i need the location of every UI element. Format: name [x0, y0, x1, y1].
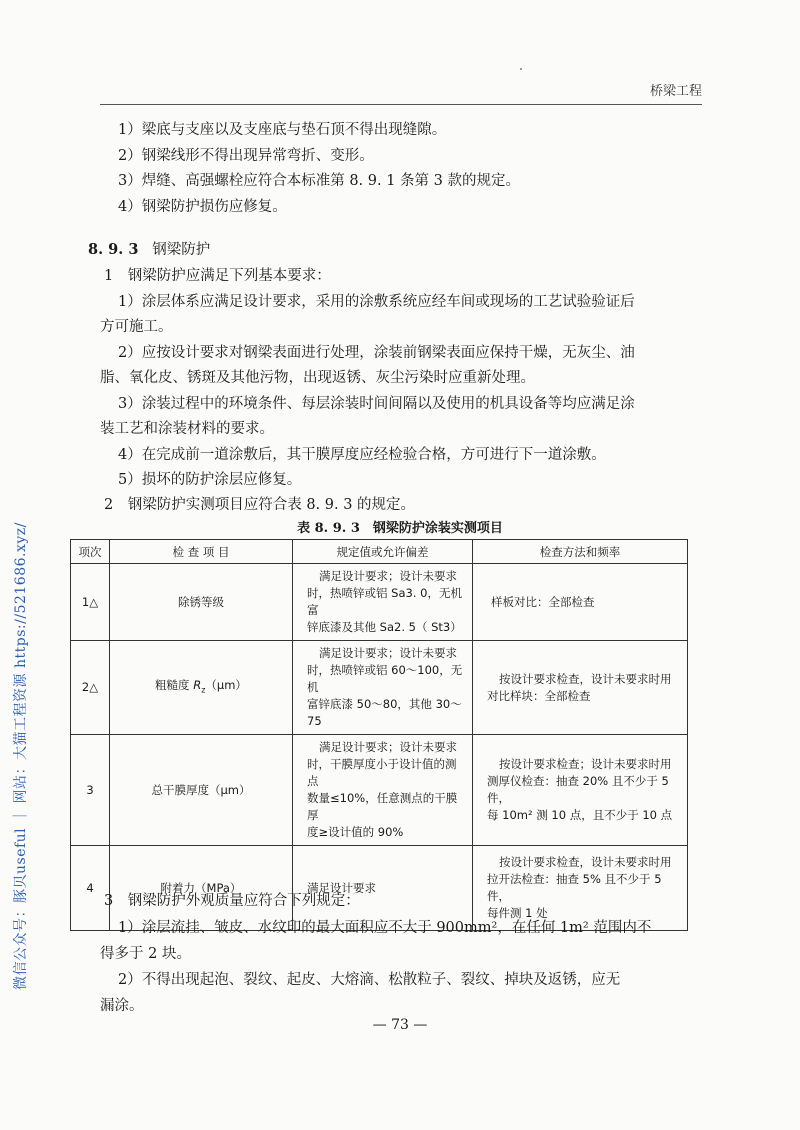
- spec-line: 锌底漆及其他 Sa2. 5（ St3）: [307, 620, 462, 634]
- side-watermark: 微信公众号：豚贝useful ｜ 网站：大猫工程资源 https://521686.xyz/: [13, 522, 29, 990]
- clause-1-item: 装工艺和涂装材料的要求。: [100, 421, 274, 437]
- top-item-3: 3）焊缝、高强螺栓应符合本标准第 8. 9. 1 条第 3 款的规定。: [118, 173, 520, 189]
- top-item-4: 4）钢梁防护损伤应修复。: [118, 199, 287, 215]
- table-row: [71, 564, 688, 641]
- section-number: 8. 9. 3: [88, 241, 139, 258]
- inspection-table: [70, 539, 688, 931]
- row-item: 粗糙度 $R_z(\mu m)$: [110, 641, 293, 735]
- row-spec: [293, 641, 473, 735]
- row-no: 4: [71, 846, 110, 931]
- table-row: [71, 735, 688, 846]
- clause-1-item: 3）涂装过程中的环境条件、每层涂装时间间隔以及使用的机具设备等均应满足涂: [118, 396, 635, 412]
- col-header-item: 检 查 项 目: [110, 540, 293, 564]
- clause-1-item: 5）损坏的防护涂层应修复。: [118, 472, 302, 488]
- row-no: 1△: [71, 564, 110, 641]
- spec-line: 满足设计要求；设计未要求: [319, 740, 457, 754]
- method-line: 每件测 1 处: [487, 906, 548, 920]
- row-no: 2△: [71, 641, 110, 735]
- method-line: 按设计要求检查；设计未要求时用: [499, 757, 672, 771]
- clause-3-item: 1）涂层流挂、皱皮、水纹印的最大面积应不大于 900mm²，在任何 1m² 范围内不: [118, 920, 652, 936]
- clause-3-item: 得多于 2 块。: [100, 946, 191, 962]
- spec-line: 时，热喷锌或铝 Sa3. 0，无机富: [307, 586, 462, 617]
- spec-line: 时，干膜厚度小于设计值的测点: [307, 757, 457, 788]
- spec-line: 满足设计要求: [307, 880, 376, 895]
- clause-1-item: 2）应按设计要求对钢梁表面进行处理，涂装前钢梁表面应保持干燥，无灰尘、油: [118, 345, 635, 361]
- spec-line: 满足设计要求；设计未要求: [319, 646, 457, 660]
- page-number: — 73 —: [372, 1017, 428, 1033]
- clause-2: 2 钢梁防护实测项目应符合表 8. 9. 3 的规定。: [104, 497, 416, 513]
- method-line: 拉开法检查：抽查 5% 且不少于 5 件，: [487, 872, 662, 903]
- method-line: 按设计要求检查，设计未要求时用: [499, 671, 672, 686]
- table-row: [71, 641, 688, 735]
- clause-1-item: 1）涂层体系应满足设计要求，采用的涂敷系统应经车间或现场的工艺试验验证后: [118, 294, 635, 310]
- row-method: [473, 735, 688, 846]
- method-line: 测厚仪检查：抽查 20% 且不少于 5 件，: [487, 774, 669, 805]
- row-method: [473, 564, 688, 641]
- section-title: 钢梁防护: [152, 242, 211, 258]
- spec-line: 度≥设计值的 90%: [307, 825, 404, 839]
- section-heading: [88, 240, 678, 260]
- row-spec: [293, 564, 473, 641]
- clause-3-item: 漏涂。: [100, 998, 144, 1014]
- row-item: 附着力（MPa）: [110, 846, 293, 931]
- scan-speck: [520, 68, 522, 70]
- clause-1-item: 4）在完成前一道涂敷后，其干膜厚度应经检验合格，方可进行下一道涂敷。: [118, 447, 606, 463]
- row-item: 除锈等级: [110, 564, 293, 641]
- table-caption: 表 8. 9. 3 钢梁防护涂装实测项目: [297, 521, 503, 536]
- spec-line: 满足设计要求；设计未要求: [319, 569, 457, 583]
- clause-1-item: 方可施工。: [100, 319, 173, 335]
- method-line: 对比样块：全部检查: [487, 688, 591, 703]
- top-item-1: 1）梁底与支座以及支座底与垫石顶不得出现缝隙。: [118, 122, 447, 138]
- col-header-spec: 规定值或允许偏差: [293, 540, 473, 564]
- clause-3: 3 钢梁防护外观质量应符合下列规定：: [104, 893, 360, 909]
- row-no: 3: [71, 735, 110, 846]
- header-rule: [100, 104, 702, 105]
- spec-line: 富锌底漆 50～80，其他 30～75: [307, 697, 462, 728]
- row-spec: [293, 735, 473, 846]
- col-header-method: 检查方法和频率: [473, 540, 688, 564]
- clause-1-item: 脂、氧化皮、锈斑及其他污物，出现返锈、灰尘污染时应重新处理。: [100, 370, 535, 386]
- clause-1: 1 钢梁防护应满足下列基本要求：: [104, 268, 331, 284]
- spec-line: 时，热喷锌或铝 60～100，无机: [307, 663, 463, 694]
- running-header: 桥梁工程: [649, 84, 702, 99]
- table-header-row: [71, 540, 688, 564]
- top-item-2: 2）钢梁线形不得出现异常弯折、变形。: [118, 148, 374, 164]
- method-line: 样板对比：全部检查: [491, 594, 595, 609]
- spec-line: 数量≤10%，任意测点的干膜厚: [307, 791, 458, 822]
- row-method: [473, 641, 688, 735]
- method-line: 按设计要求检查，设计未要求时用: [499, 855, 672, 869]
- row-item: 总干膜厚度（μm）: [110, 735, 293, 846]
- clause-3-item: 2）不得出现起泡、裂纹、起皮、大熔滴、松散粒子、裂纹、掉块及返锈，应无: [118, 972, 621, 988]
- method-line: 每 10m² 测 10 点，且不少于 10 点: [487, 808, 673, 822]
- col-header-no: 项次: [71, 540, 110, 564]
